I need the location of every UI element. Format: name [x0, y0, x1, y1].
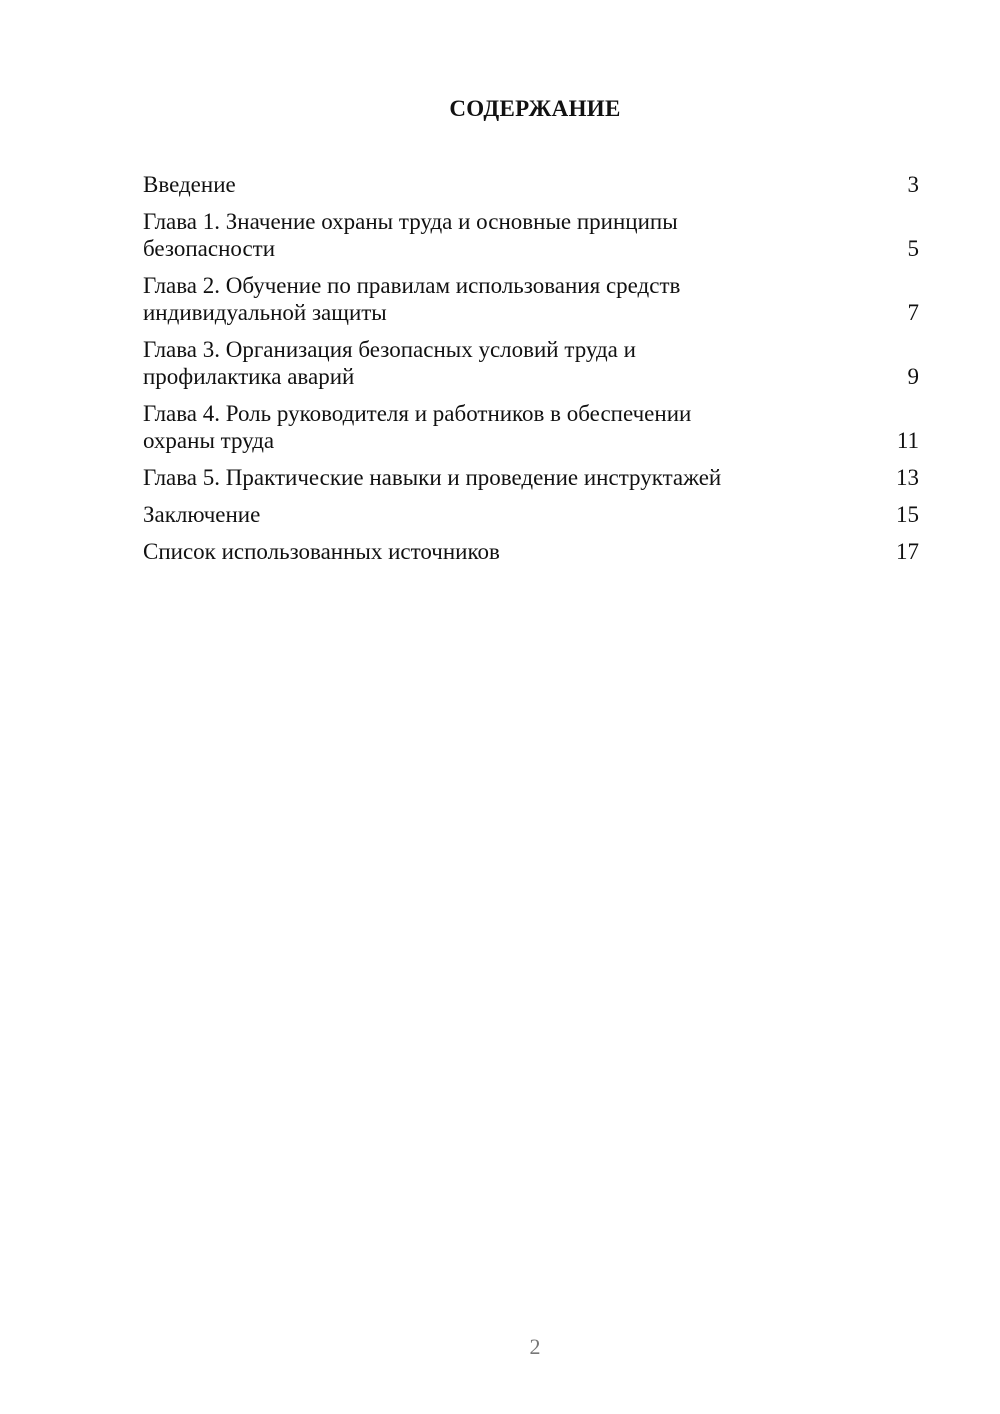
toc-entry-page: 7: [907, 300, 919, 325]
toc-entry-text: Глава 2. Обучение по правилам использования средств индивидуальной защиты: [143, 273, 681, 325]
page-number: 2: [529, 1334, 541, 1359]
page-title: СОДЕРЖАНИЕ: [449, 96, 621, 121]
toc-entry-conclusion: [143, 501, 919, 528]
toc-entry-page: 9: [907, 364, 919, 389]
toc-entry-chapter-1: [143, 208, 919, 262]
toc-entry-references: [143, 538, 919, 565]
toc-entry-page: 17: [896, 539, 919, 564]
toc-entry-page: 13: [896, 465, 919, 490]
toc-entry-chapter-5: [143, 464, 919, 491]
toc-entry-chapter-4: [143, 400, 919, 454]
toc-entry-page: 11: [896, 428, 919, 453]
toc-entry-page: 3: [907, 172, 919, 197]
toc-entry-text: Глава 5. Практические навыки и проведение инструктажей: [143, 465, 722, 490]
toc-entry-text: Список использованных источников: [143, 539, 500, 564]
toc-entry-text: Глава 1. Значение охраны труда и основные принципы безопасности: [143, 209, 678, 261]
toc-entry-chapter-3: [143, 336, 919, 390]
toc-entry-introduction: [143, 171, 919, 198]
toc-entry-chapter-2: [143, 272, 919, 326]
table-of-contents: [143, 171, 919, 575]
toc-entry-text: Глава 3. Организация безопасных условий труда и профилактика аварий: [143, 337, 636, 389]
toc-entry-text: Глава 4. Роль руководителя и работников в обеспечении охраны труда: [143, 401, 692, 453]
toc-entry-text: Заключение: [143, 502, 261, 527]
toc-entry-text: Введение: [143, 172, 236, 197]
toc-entry-page: 15: [896, 502, 919, 527]
toc-entry-page: 5: [907, 236, 919, 261]
